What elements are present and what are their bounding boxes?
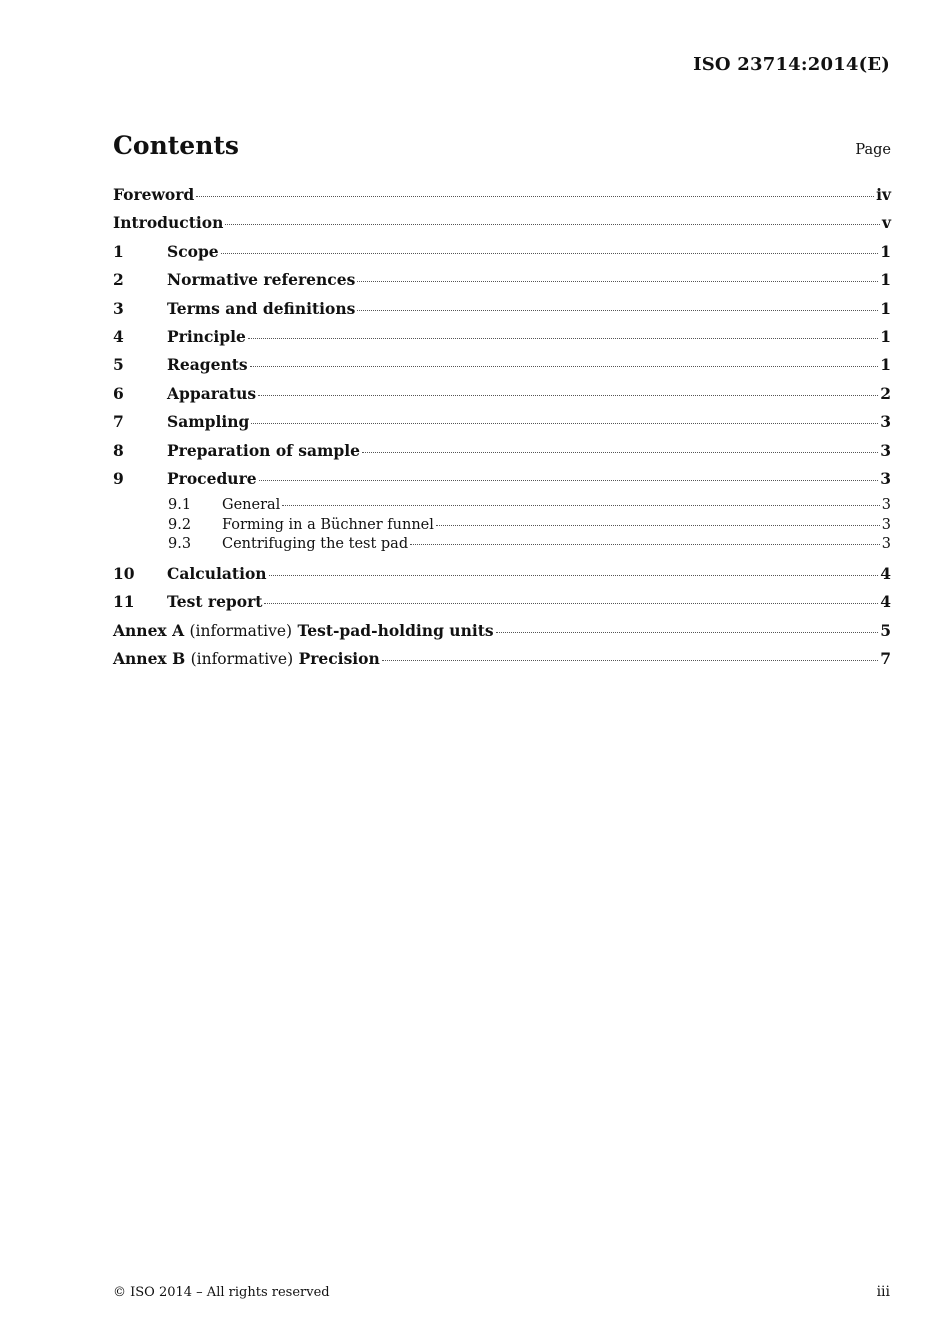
toc-entry-title: Procedure bbox=[167, 468, 257, 488]
dot-leader bbox=[258, 395, 878, 396]
toc-entry-title: Sampling bbox=[167, 412, 250, 432]
copyright-notice: © ISO 2014 – All rights reserved bbox=[113, 1285, 330, 1300]
toc-entry-page: 3 bbox=[881, 536, 891, 553]
toc-entry-terms-and-definitions[interactable] bbox=[113, 299, 891, 327]
dot-leader bbox=[225, 224, 880, 225]
toc-entry-annex-a[interactable] bbox=[113, 621, 891, 649]
toc-subentry-forming-buchner-funnel[interactable] bbox=[113, 517, 891, 537]
toc-entry-page: 3 bbox=[881, 516, 891, 533]
toc-entry-number: 9.1 bbox=[168, 497, 192, 514]
toc-entry-page: 1 bbox=[880, 355, 891, 375]
toc-entry-number: 6 bbox=[113, 383, 124, 403]
dot-leader bbox=[357, 281, 878, 282]
dot-leader bbox=[362, 452, 878, 453]
toc-entry-title: Forming in a Büchner funnel bbox=[222, 516, 434, 533]
dot-leader bbox=[357, 310, 878, 311]
table-of-contents bbox=[113, 185, 891, 678]
toc-entry-page: 5 bbox=[880, 620, 891, 640]
toc-entry-principle[interactable] bbox=[113, 327, 891, 355]
page-column-label: Page bbox=[855, 142, 891, 158]
toc-entry-number: 9.2 bbox=[168, 516, 192, 533]
toc-entry-title: Centrifuging the test pad bbox=[222, 536, 409, 553]
contents-heading: Contents bbox=[113, 131, 240, 160]
toc-entry-sampling[interactable] bbox=[113, 412, 891, 440]
toc-entry-apparatus[interactable] bbox=[113, 384, 891, 412]
toc-entry-title: Preparation of sample bbox=[167, 440, 360, 460]
toc-entry-page: 1 bbox=[880, 270, 891, 290]
dot-leader bbox=[221, 253, 879, 254]
annex-type: (informative) bbox=[189, 621, 293, 640]
toc-entry-preparation-of-sample[interactable] bbox=[113, 441, 891, 469]
toc-entry-number: 2 bbox=[113, 270, 124, 290]
toc-entry-page: 4 bbox=[880, 564, 891, 584]
toc-entry-title: Apparatus bbox=[167, 383, 257, 403]
toc-entry-number: 9.3 bbox=[168, 536, 192, 553]
toc-entry-page: 1 bbox=[880, 326, 891, 346]
toc-entry-procedure[interactable] bbox=[113, 469, 891, 497]
toc-entry-title: Test report bbox=[167, 592, 263, 612]
document-id: ISO 23714:2014(E) bbox=[693, 54, 890, 75]
toc-entry-title: General bbox=[222, 497, 281, 514]
toc-entry-number: 4 bbox=[113, 326, 124, 346]
toc-entry-number: 5 bbox=[113, 355, 124, 375]
toc-entry-page: 1 bbox=[880, 241, 891, 261]
annex-label: Annex B bbox=[113, 649, 186, 669]
toc-entry-title: Foreword bbox=[113, 185, 195, 204]
toc-subentry-centrifuging[interactable] bbox=[113, 536, 891, 556]
dot-leader bbox=[264, 603, 878, 604]
toc-entry-annex-b[interactable] bbox=[113, 649, 891, 677]
toc-entry-page: 2 bbox=[880, 383, 891, 403]
dot-leader bbox=[382, 660, 878, 661]
toc-entry-number: 10 bbox=[113, 564, 135, 584]
toc-entry-calculation[interactable] bbox=[113, 564, 891, 592]
dot-leader bbox=[496, 632, 879, 633]
dot-leader bbox=[248, 338, 878, 339]
toc-entry-introduction[interactable] bbox=[113, 213, 891, 241]
dot-leader bbox=[269, 575, 879, 576]
toc-entry-page: 3 bbox=[880, 440, 891, 460]
annex-title: Test-pad-holding units bbox=[297, 620, 494, 640]
dot-leader bbox=[196, 196, 874, 197]
toc-entry-test-report[interactable] bbox=[113, 592, 891, 620]
dot-leader bbox=[282, 505, 879, 506]
toc-entry-title: Scope bbox=[167, 241, 219, 261]
toc-entry-normative-references[interactable] bbox=[113, 270, 891, 298]
toc-entry-title: Reagents bbox=[167, 355, 248, 375]
toc-entry-page: iv bbox=[876, 185, 891, 204]
toc-entry-number: 11 bbox=[113, 592, 135, 612]
toc-entry-number: 9 bbox=[113, 468, 124, 488]
toc-entry-title bbox=[113, 649, 380, 668]
dot-leader bbox=[251, 423, 878, 424]
toc-entry-number: 8 bbox=[113, 440, 124, 460]
toc-entry-page: 4 bbox=[880, 592, 891, 612]
toc-entry-page: 1 bbox=[880, 298, 891, 318]
annex-label: Annex A bbox=[113, 620, 185, 640]
toc-entry-title: Principle bbox=[167, 326, 246, 346]
annex-type: (informative) bbox=[190, 650, 294, 669]
dot-leader bbox=[250, 366, 879, 367]
toc-entry-page: v bbox=[881, 213, 891, 233]
dot-leader bbox=[436, 525, 880, 526]
toc-entry-title: Introduction bbox=[113, 213, 224, 233]
annex-title: Precision bbox=[298, 649, 380, 669]
toc-entry-page: 7 bbox=[880, 649, 891, 669]
dot-leader bbox=[259, 480, 879, 481]
toc-entry-title: Terms and definitions bbox=[167, 298, 356, 318]
toc-entry-title: Normative references bbox=[167, 270, 356, 290]
toc-entry-page: 3 bbox=[881, 497, 891, 514]
page-number: iii bbox=[876, 1284, 890, 1300]
toc-entry-scope[interactable] bbox=[113, 242, 891, 270]
toc-entry-number: 3 bbox=[113, 298, 124, 318]
dot-leader bbox=[410, 544, 880, 545]
toc-entry-page: 3 bbox=[880, 468, 891, 488]
toc-subentry-general[interactable] bbox=[113, 497, 891, 517]
toc-entry-number: 1 bbox=[113, 241, 124, 261]
toc-entry-title: Calculation bbox=[167, 564, 267, 584]
toc-entry-page: 3 bbox=[880, 412, 891, 432]
toc-entry-foreword[interactable] bbox=[113, 185, 891, 213]
toc-entry-title bbox=[113, 621, 494, 640]
toc-entry-reagents[interactable] bbox=[113, 355, 891, 383]
toc-entry-number: 7 bbox=[113, 412, 124, 432]
